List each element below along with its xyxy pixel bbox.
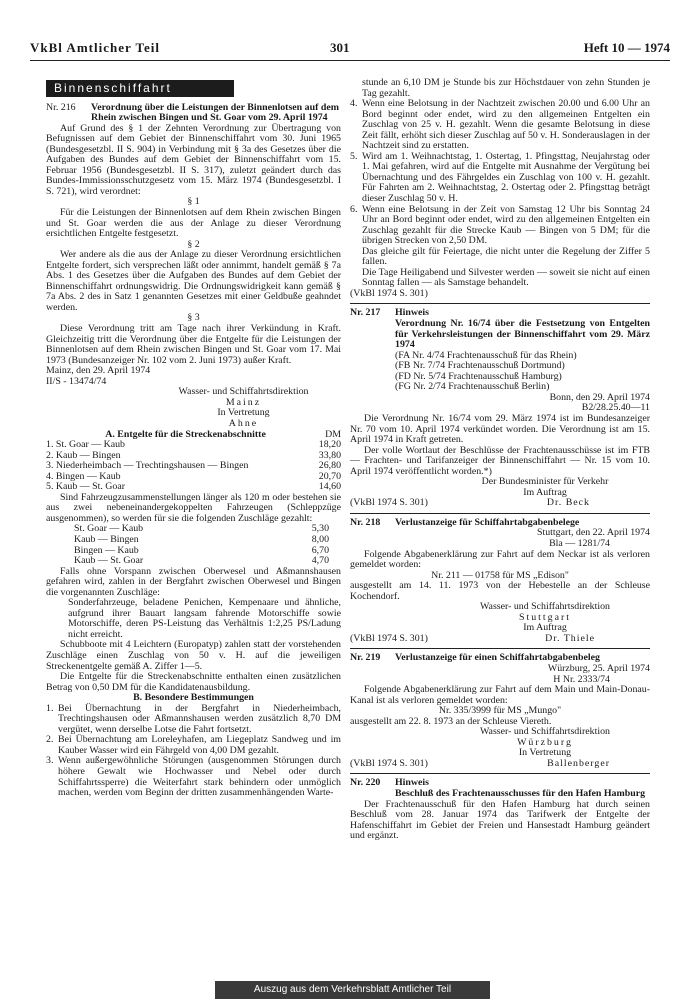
row-value: 20,70 bbox=[318, 470, 341, 482]
list-item: (FB Nr. 7/74 Frachtenausschuß Dortmund) bbox=[395, 360, 565, 372]
header-rule bbox=[30, 60, 670, 61]
list-item: (FD Nr. 5/74 Frachtenausschuß Hamburg) bbox=[395, 370, 562, 382]
authority-line-3: In Vertretung bbox=[217, 407, 270, 419]
signature-line: In Vertretung bbox=[518, 747, 572, 759]
christmas-paragraph: Die Tage Heiligabend und Silvester werden — soweit sie nicht auf einen Sonntag fallen — als Samstage behandelt. bbox=[362, 266, 650, 289]
left-column bbox=[46, 80, 341, 799]
entry-number: Nr. 217 bbox=[350, 307, 381, 319]
entry-title: Verordnung über die Leistungen der Binnenlotsen auf dem Rhein zwischen Bingen und St. Goar vom 29. April 1974 bbox=[91, 101, 339, 124]
row-number: 4. bbox=[46, 470, 54, 482]
item-text: Wenn eine Belotsung in der Nachtzeit zwischen 20.00 und 6.00 Uhr an Bord beginnt oder endet, wird zu den allgemeinen Entgelten ein Zuschlag von 25 v. H. gezahlt. Wenn die gesamte Belotsung in diese Zeit fällt, erhöht sich dieser Zuschlag auf 50 v. H. Sonderauslagen in der Nachtzeit sind zu erstatten. bbox=[362, 98, 650, 152]
signatory: Dr. Beck bbox=[546, 497, 590, 509]
row-value: 26,80 bbox=[318, 460, 341, 472]
citation: (VkBl 1974 S. 301) bbox=[350, 632, 428, 644]
item-text: Wird am 1. Weihnachtstag, 1. Ostertag, 1. Pfingsttag, Neujahrstag oder 1. Mai gefahren, wird auf die Entgelte mit Ausnahme der Vergütung bei Übernachtung und des Fährgeldes ein Zuschlag von 100 v. H. gezahlt. Für Fahrten am 2. Weihnachtstag, 2. Ostertag oder 2. Pfingsttag beträgt dieser Zuschlag 50 v. H. bbox=[362, 150, 650, 205]
list-item bbox=[46, 735, 341, 756]
section-3-heading: § 3 bbox=[187, 312, 200, 324]
page-header bbox=[30, 36, 670, 56]
divider bbox=[350, 303, 650, 304]
row-number: 3. bbox=[46, 460, 54, 472]
authority-line-1: Wasser- und Schiffahrtsdirektion bbox=[178, 386, 309, 398]
row-label: St. Goar — Kaub bbox=[55, 439, 125, 451]
entry-kicker: Hinweis bbox=[395, 777, 430, 789]
signatory: Dr. Thiele bbox=[545, 632, 595, 644]
entry-title: Beschluß des Frachtenausschusses für den Hafen Hamburg bbox=[395, 788, 646, 799]
unit-label: DM bbox=[325, 428, 341, 440]
section-1-heading: § 1 bbox=[187, 196, 200, 208]
surcharge-paragraph: Sind Fahrzeugzusammenstellungen länger als 120 m oder bestehen sie aus zwei nebeneinandergekoppelten Fahrzeugen (Schleppzüge ausgenommen), so werden für sie die folgenden Zuschläge gezahlt: bbox=[46, 491, 341, 524]
committee-list bbox=[350, 351, 650, 393]
table-row bbox=[74, 535, 329, 546]
authority-line-2: Mainz bbox=[225, 396, 262, 408]
citation: (VkBl 1974 S. 301) bbox=[350, 757, 428, 769]
special-vessels-paragraph: Sonderfahrzeuge, beladene Penichen, Kempenaare und ähnliche, aufgrund ihrer Bauart langsam fahrende Motorschiffe sowie Motorschiffe, deren PS-Leistung das Verhältnis 1:2,25 PS/Ladung nicht erreicht. bbox=[68, 597, 341, 640]
signature-line: Im Auftrag bbox=[523, 622, 567, 634]
signature-line: Stuttgart bbox=[518, 611, 571, 623]
citation: (VkBl 1974 S. 301) bbox=[350, 287, 428, 299]
entry-date: Stuttgart, den 22. April 1974 bbox=[536, 527, 650, 539]
row-label: Bingen — Kaub bbox=[55, 470, 121, 482]
list-item bbox=[350, 205, 650, 247]
entry-number: Nr. 216 bbox=[46, 101, 76, 113]
fee-table-a bbox=[46, 440, 341, 493]
pushboat-paragraph: Schubboote mit 4 Leichtern (Europatyp) zahlen statt der vorstehenden Zuschläge einen Zuschlag von 50 v. H. auf die jeweiligen Streckenentgelte gemäß A. Ziffer 1—5. bbox=[46, 639, 341, 672]
signature-line: Der Bundesminister für Verkehr bbox=[481, 476, 609, 488]
preamble: Auf Grund des § 1 der Zehnten Verordnung zur Übertragung von Befugnissen auf dem Gebiet der Binnenschiffahrt vom 30. Juni 1965 (Bundesgesetzbl. II S. 904) in Verbindung mit § 3a des Gesetzes über die Aufgaben des Bundes auf dem Gebiet der Binnenschiffahrt vom 15. Februar 1956 (Bundesgesetzbl. II S. 317), zuletzt geändert durch das Bundes-Immissionsschutzgesetz vom 15. März 1974 (Bundesgesetzbl. I S. 721), wird verordnet: bbox=[46, 122, 341, 197]
vorspann-paragraph: Falls ohne Vorspann zwischen Oberwesel und Aßmannshausen gefahren wird, zahlen in der Bergfahrt zwischen Oberwesel und Bingen die vorgenannten Zuschläge: bbox=[46, 565, 341, 598]
row-label: Kaub — Bingen bbox=[55, 449, 121, 461]
signature-row bbox=[350, 634, 650, 645]
page-number: 301 bbox=[330, 40, 350, 55]
citation: (VkBl 1974 S. 301) bbox=[350, 497, 428, 509]
item-number: 1. bbox=[46, 702, 54, 714]
reference: II/S - 13474/74 bbox=[46, 375, 107, 387]
row-label: Bingen — Kaub bbox=[74, 544, 139, 556]
document-number: Nr. 335/3999 für MS „Mungo" bbox=[438, 705, 562, 717]
signature-line: Würzburg bbox=[517, 736, 573, 748]
divider bbox=[350, 648, 650, 649]
row-label: St. Goar — Kaub bbox=[74, 523, 144, 535]
issue-number: Heft 10 — 1974 bbox=[583, 40, 670, 55]
item-number: 4. bbox=[350, 98, 358, 110]
list-item: (FG Nr. 2/74 Frachtenausschuß Berlin) bbox=[395, 381, 550, 393]
entry-paragraph: Der Frachtenausschuß für den Hafen Hamburg hat durch seinen Beschluß vom 28. Januar 1974 das Tarifwerk der Entgelte der Hafenschiffahrt im Gebiet der Freien und Hansestadt Hamburg geändert und ergänzt. bbox=[350, 798, 650, 842]
surcharge-table bbox=[46, 524, 329, 566]
entry-reference: H Nr. 2333/74 bbox=[553, 673, 610, 685]
section-banner: Binnenschiffahrt bbox=[46, 80, 234, 97]
entry-216-heading bbox=[46, 103, 341, 124]
row-value: 4,70 bbox=[311, 555, 329, 567]
item-number: 6. bbox=[350, 203, 358, 215]
section-2-heading: § 2 bbox=[187, 238, 200, 250]
row-label: Niederheimbach — Trechtingshausen — Bingen bbox=[55, 460, 249, 472]
list-item bbox=[46, 756, 341, 798]
training-paragraph: Die Entgelte für die Streckenabschnitte enthalten einen zusätzlichen Betrag von 0,50 DM für die Kandidatenausbildung. bbox=[46, 671, 341, 693]
list-item bbox=[350, 99, 650, 152]
signature-row bbox=[350, 498, 650, 509]
row-label: Kaub — Bingen bbox=[74, 533, 139, 545]
entry-date: Bonn, den 29. April 1974 bbox=[549, 391, 650, 403]
item-text: Wenn außergewöhnliche Störungen (ausgenommen Störungen durch höhere Gewalt wie Hochwasser und Nebel oder durch Schiffahrtssperre) die Weiterfahrt stark behindern oder unmöglich machen, werden vom Beginn der dritten zusammenhängenden Warte- bbox=[58, 755, 341, 799]
section-3-text: Diese Verordnung tritt am Tage nach ihrer Verkündung in Kraft. Gleichzeitig tritt die Verordnung über die Entgelte für die Leistungen der Binnenlotsen auf dem Rhein zwischen Bingen und St. Goar vom 17. Mai 1973 (Bundesanzeiger Nr. 102 vom 2. Juni 1973) außer Kraft. bbox=[46, 323, 341, 366]
entry-number: Nr. 219 bbox=[350, 652, 381, 664]
row-value: 18,20 bbox=[318, 439, 341, 451]
entry-paragraph: ausgestellt am 14. 11. 1973 von der Hebestelle an der Schleuse Kochendorf. bbox=[350, 580, 650, 602]
journal-title: VkBl Amtlicher Teil bbox=[30, 40, 160, 55]
entry-title: Verlustanzeige für Schiffahrtabgabenbelege bbox=[395, 516, 580, 528]
item-number: 5. bbox=[350, 150, 358, 162]
entry-reference: B2/28.25.40—11 bbox=[581, 402, 650, 414]
row-value: 6,70 bbox=[311, 544, 329, 556]
section-2-text: Wer andere als die aus der Anlage zu dieser Verordnung ersichtlichen Entgelte fordert, sich versprechen läßt oder annimmt, handelt gemäß § 7a Abs. 1 des Gesetzes über die Aufgaben des Bundes auf dem Gebiet der Binnenschiffahrt ordnungswidrig. Die Ordnungswidrigkeit kann gemäß § 7a Abs. 2 des in Satz 1 genannten Gesetzes mit einer Geldbuße geahndet werden. bbox=[46, 249, 341, 313]
entry-paragraph: Folgende Abgabenerklärung zur Fahrt auf dem Main und Main-Donau-Kanal ist als verloren gemeldet worden: bbox=[350, 684, 650, 706]
signature-line: Im Auftrag bbox=[523, 486, 567, 498]
row-number: 5. bbox=[46, 481, 54, 493]
section-1-text: Für die Leistungen der Binnenlotsen auf dem Rhein zwischen Bingen und St. Goar werden die aus der Anlage zu dieser Verordnung ersichtlichen Entgelte festgesetzt. bbox=[46, 207, 341, 240]
document-number: Nr. 211 — 01758 für MS „Edison" bbox=[431, 569, 569, 581]
item-text: Wenn eine Belotsung in der Zeit von Samstag 12 Uhr bis Sonntag 24 Uhr an Bord beginnt oder endet, wird zu den allgemeinen Entgelten ein Zuschlag gezahlt für die Strecke Kaub — Bingen von 5 DM; für die übrigen Strecken von 2,50 DM. bbox=[362, 203, 650, 247]
row-value: 8,00 bbox=[311, 533, 329, 545]
entry-paragraph: Die Verordnung Nr. 16/74 vom 29. März 1974 ist im Bundesanzeiger Nr. 70 vom 10. April 1974 verkündet worden. Die Verordnung ist am 15. April 1974 in Kraft getreten. bbox=[350, 412, 650, 446]
divider bbox=[350, 773, 650, 774]
entry-reference: Bla — 1281/74 bbox=[549, 537, 610, 549]
row-value: 33,80 bbox=[318, 449, 341, 461]
item-3-continuation: stunde an 6,10 DM je Stunde bis zur Höchstdauer von zehn Stunden je Tag gezahlt. bbox=[362, 77, 650, 99]
item-text: Bei Übernachtung in der Bergfahrt in Niederheimbach, Trechtingshausen oder Aßmannshausen werden zusätzlich 8,70 DM vergütet, wenn derselbe Lotse die Fahrt fortsetzt. bbox=[58, 702, 341, 735]
row-number: 2. bbox=[46, 449, 54, 461]
entry-kicker: Hinweis bbox=[395, 307, 430, 319]
section-a-heading: A. Entgelte für die Streckenabschnitte bbox=[105, 428, 266, 440]
place-date: Mainz, den 29. April 1974 bbox=[46, 365, 151, 377]
section-b-heading: B. Besondere Bestimmungen bbox=[133, 692, 254, 704]
holiday-paragraph: Das gleiche gilt für Feiertage, die nicht unter die Regelung der Ziffer 5 fallen. bbox=[362, 245, 650, 268]
list-item: (FA Nr. 4/74 Frachtenausschuß für das Rhein) bbox=[395, 349, 577, 361]
list-item bbox=[46, 704, 341, 736]
row-label: Kaub — St. Goar bbox=[55, 481, 125, 493]
item-number: 2. bbox=[46, 734, 54, 746]
entry-date: Würzburg, 25. April 1974 bbox=[547, 662, 650, 674]
entry-paragraph: ausgestellt am 22. 8. 1973 an der Schleuse Viereth. bbox=[350, 715, 552, 727]
entry-number: Nr. 218 bbox=[350, 516, 381, 528]
divider bbox=[350, 513, 650, 514]
item-text: Bei Übernachtung am Loreleyhafen, am Liegeplatz Sandweg und im Kauber Wasser wird ein Fährgeld von 4,00 DM gezahlt. bbox=[58, 734, 341, 756]
signature-line: Wasser- und Schiffahrtsdirektion bbox=[480, 726, 610, 738]
right-column bbox=[350, 78, 650, 842]
list-item bbox=[350, 152, 650, 205]
item-number: 3. bbox=[46, 755, 54, 767]
signatory: Ballenberger bbox=[547, 757, 610, 769]
row-value: 14,60 bbox=[318, 481, 341, 493]
row-number: 1. bbox=[46, 439, 54, 451]
signature-row bbox=[350, 759, 650, 770]
row-value: 5,30 bbox=[311, 523, 329, 535]
entry-title: Verlustanzeige für einen Schiffahrtabgabenbeleg bbox=[395, 652, 600, 664]
authority-line-4: Ahne bbox=[228, 417, 259, 429]
row-label: Kaub — St. Goar bbox=[74, 555, 144, 567]
footer-banner: Auszug aus dem Verkehrsblatt Amtlicher Teil bbox=[215, 981, 490, 999]
entry-paragraph: Folgende Abgabenerklärung zur Fahrt auf dem Neckar ist als verloren gemeldet worden: bbox=[350, 548, 650, 571]
entry-paragraph: Der volle Wortlaut der Beschlüsse der Frachtenausschüsse ist im FTB — Frachten- und Tarifanzeiger der Binnenschiffahrt — Nr. 15 vom 10. April 1974 veröffentlicht worden.*) bbox=[350, 444, 650, 477]
signature-line: Wasser- und Schiffahrtsdirektion bbox=[480, 601, 610, 613]
entry-number: Nr. 220 bbox=[350, 777, 381, 789]
entry-title: Verordnung Nr. 16/74 über die Festsetzung von Entgelten für Verkehrsleistungen der Binnenschiffahrt vom 29. März 1974 bbox=[395, 318, 650, 351]
